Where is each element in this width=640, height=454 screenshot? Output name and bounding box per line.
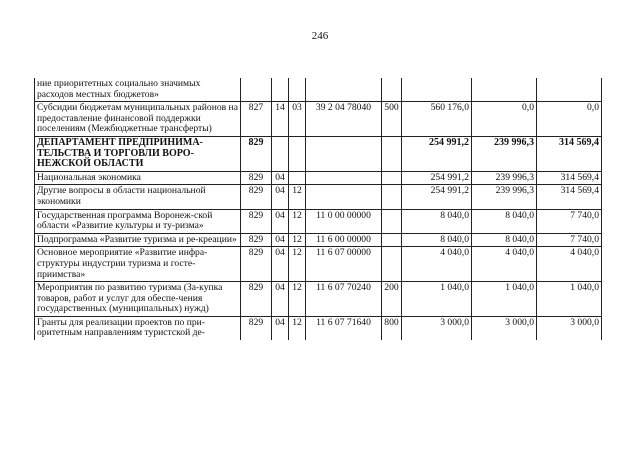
amount-year-1: 560 176,0 xyxy=(402,102,472,137)
table-row xyxy=(35,209,602,233)
amount-year-2: 0,0 xyxy=(472,102,537,137)
amount-year-1: 254 991,2 xyxy=(402,171,472,185)
amount-year-2: 8 040,0 xyxy=(472,209,537,233)
target-article-cell: 11 6 07 71640 xyxy=(306,316,382,340)
row-name: Государственная программа Воронеж-ской области «Развитие культуры и ту-ризма» xyxy=(35,209,241,233)
expense-type-cell xyxy=(382,136,402,171)
section-cell: 04 xyxy=(272,171,289,185)
grbs-cell: 829 xyxy=(241,185,272,209)
amount-year-2: 3 000,0 xyxy=(472,316,537,340)
subsection-cell: 12 xyxy=(289,209,306,233)
table-row xyxy=(35,316,602,340)
amount-year-3: 1 040,0 xyxy=(537,282,602,317)
amount-year-3: 7 740,0 xyxy=(537,233,602,247)
section-cell xyxy=(272,136,289,171)
amount-year-2: 239 996,3 xyxy=(472,185,537,209)
grbs-cell: 829 xyxy=(241,282,272,317)
grbs-cell: 829 xyxy=(241,247,272,282)
section-cell: 04 xyxy=(272,233,289,247)
grbs-cell: 829 xyxy=(241,233,272,247)
table-row xyxy=(35,78,602,102)
subsection-cell xyxy=(289,171,306,185)
amount-year-1: 254 991,2 xyxy=(402,185,472,209)
expense-type-cell xyxy=(382,78,402,102)
amount-year-3: 7 740,0 xyxy=(537,209,602,233)
subsection-cell: 03 xyxy=(289,102,306,137)
subsection-cell: 12 xyxy=(289,282,306,317)
expense-type-cell xyxy=(382,247,402,282)
grbs-cell: 829 xyxy=(241,171,272,185)
amount-year-2: 8 040,0 xyxy=(472,233,537,247)
section-cell: 14 xyxy=(272,102,289,137)
amount-year-1: 254 991,2 xyxy=(402,136,472,171)
target-article-cell xyxy=(306,78,382,102)
table-row xyxy=(35,171,602,185)
expense-type-cell xyxy=(382,233,402,247)
amount-year-3 xyxy=(537,78,602,102)
row-name: Национальная экономика xyxy=(35,171,241,185)
budget-table xyxy=(34,78,602,340)
amount-year-3: 314 569,4 xyxy=(537,136,602,171)
table-row xyxy=(35,185,602,209)
table-row xyxy=(35,102,602,137)
amount-year-2: 1 040,0 xyxy=(472,282,537,317)
expense-type-cell xyxy=(382,171,402,185)
section-cell xyxy=(272,78,289,102)
amount-year-2: 239 996,3 xyxy=(472,171,537,185)
amount-year-3: 314 569,4 xyxy=(537,185,602,209)
grbs-cell: 827 xyxy=(241,102,272,137)
row-name: ние приоритетных социально значимых расходов местных бюджетов» xyxy=(35,78,241,102)
grbs-cell: 829 xyxy=(241,136,272,171)
amount-year-1: 3 000,0 xyxy=(402,316,472,340)
subsection-cell xyxy=(289,78,306,102)
target-article-cell: 11 0 00 00000 xyxy=(306,209,382,233)
subsection-cell: 12 xyxy=(289,185,306,209)
amount-year-1 xyxy=(402,78,472,102)
expense-type-cell: 200 xyxy=(382,282,402,317)
target-article-cell xyxy=(306,136,382,171)
expense-type-cell: 800 xyxy=(382,316,402,340)
target-article-cell xyxy=(306,171,382,185)
subsection-cell xyxy=(289,136,306,171)
row-name: Основное мероприятие «Развитие инфра-структуры индустрии туризма и госте-приимства» xyxy=(35,247,241,282)
row-name: Подпрограмма «Развитие туризма и ре-креации» xyxy=(35,233,241,247)
section-cell: 04 xyxy=(272,209,289,233)
target-article-cell: 11 6 07 00000 xyxy=(306,247,382,282)
amount-year-1: 4 040,0 xyxy=(402,247,472,282)
page-number: 246 xyxy=(311,30,329,42)
section-cell: 04 xyxy=(272,282,289,317)
grbs-cell xyxy=(241,78,272,102)
table-row xyxy=(35,136,602,171)
row-name: ДЕПАРТАМЕНТ ПРЕДПРИНИМА-ТЕЛЬСТВА И ТОРГОВЛИ ВОРО-НЕЖСКОЙ ОБЛАСТИ xyxy=(35,136,241,171)
row-name: Мероприятия по развитию туризма (За-купка товаров, работ и услуг для обеспе-чения государственных (муниципальных) нужд) xyxy=(35,282,241,317)
subsection-cell: 12 xyxy=(289,316,306,340)
row-name: Гранты для реализации проектов по при-оритетным направлениям туристской де- xyxy=(35,316,241,340)
section-cell: 04 xyxy=(272,247,289,282)
row-name: Субсидии бюджетам муниципальных районов на предоставление финансовой поддержки поселениям (Межбюджетные трансферты) xyxy=(35,102,241,137)
target-article-cell xyxy=(306,185,382,209)
section-cell: 04 xyxy=(272,185,289,209)
amount-year-1: 8 040,0 xyxy=(402,209,472,233)
amount-year-3: 3 000,0 xyxy=(537,316,602,340)
grbs-cell: 829 xyxy=(241,209,272,233)
section-cell: 04 xyxy=(272,316,289,340)
subsection-cell: 12 xyxy=(289,247,306,282)
amount-year-2: 4 040,0 xyxy=(472,247,537,282)
table-row xyxy=(35,247,602,282)
table-row xyxy=(35,282,602,317)
grbs-cell: 829 xyxy=(241,316,272,340)
target-article-cell: 11 6 00 00000 xyxy=(306,233,382,247)
target-article-cell: 11 6 07 70240 xyxy=(306,282,382,317)
expense-type-cell xyxy=(382,209,402,233)
table-row xyxy=(35,233,602,247)
expense-type-cell xyxy=(382,185,402,209)
amount-year-3: 4 040,0 xyxy=(537,247,602,282)
amount-year-3: 0,0 xyxy=(537,102,602,137)
subsection-cell: 12 xyxy=(289,233,306,247)
amount-year-2 xyxy=(472,78,537,102)
row-name: Другие вопросы в области национальной экономики xyxy=(35,185,241,209)
amount-year-3: 314 569,4 xyxy=(537,171,602,185)
amount-year-1: 1 040,0 xyxy=(402,282,472,317)
expense-type-cell: 500 xyxy=(382,102,402,137)
amount-year-1: 8 040,0 xyxy=(402,233,472,247)
amount-year-2: 239 996,3 xyxy=(472,136,537,171)
target-article-cell: 39 2 04 78040 xyxy=(306,102,382,137)
